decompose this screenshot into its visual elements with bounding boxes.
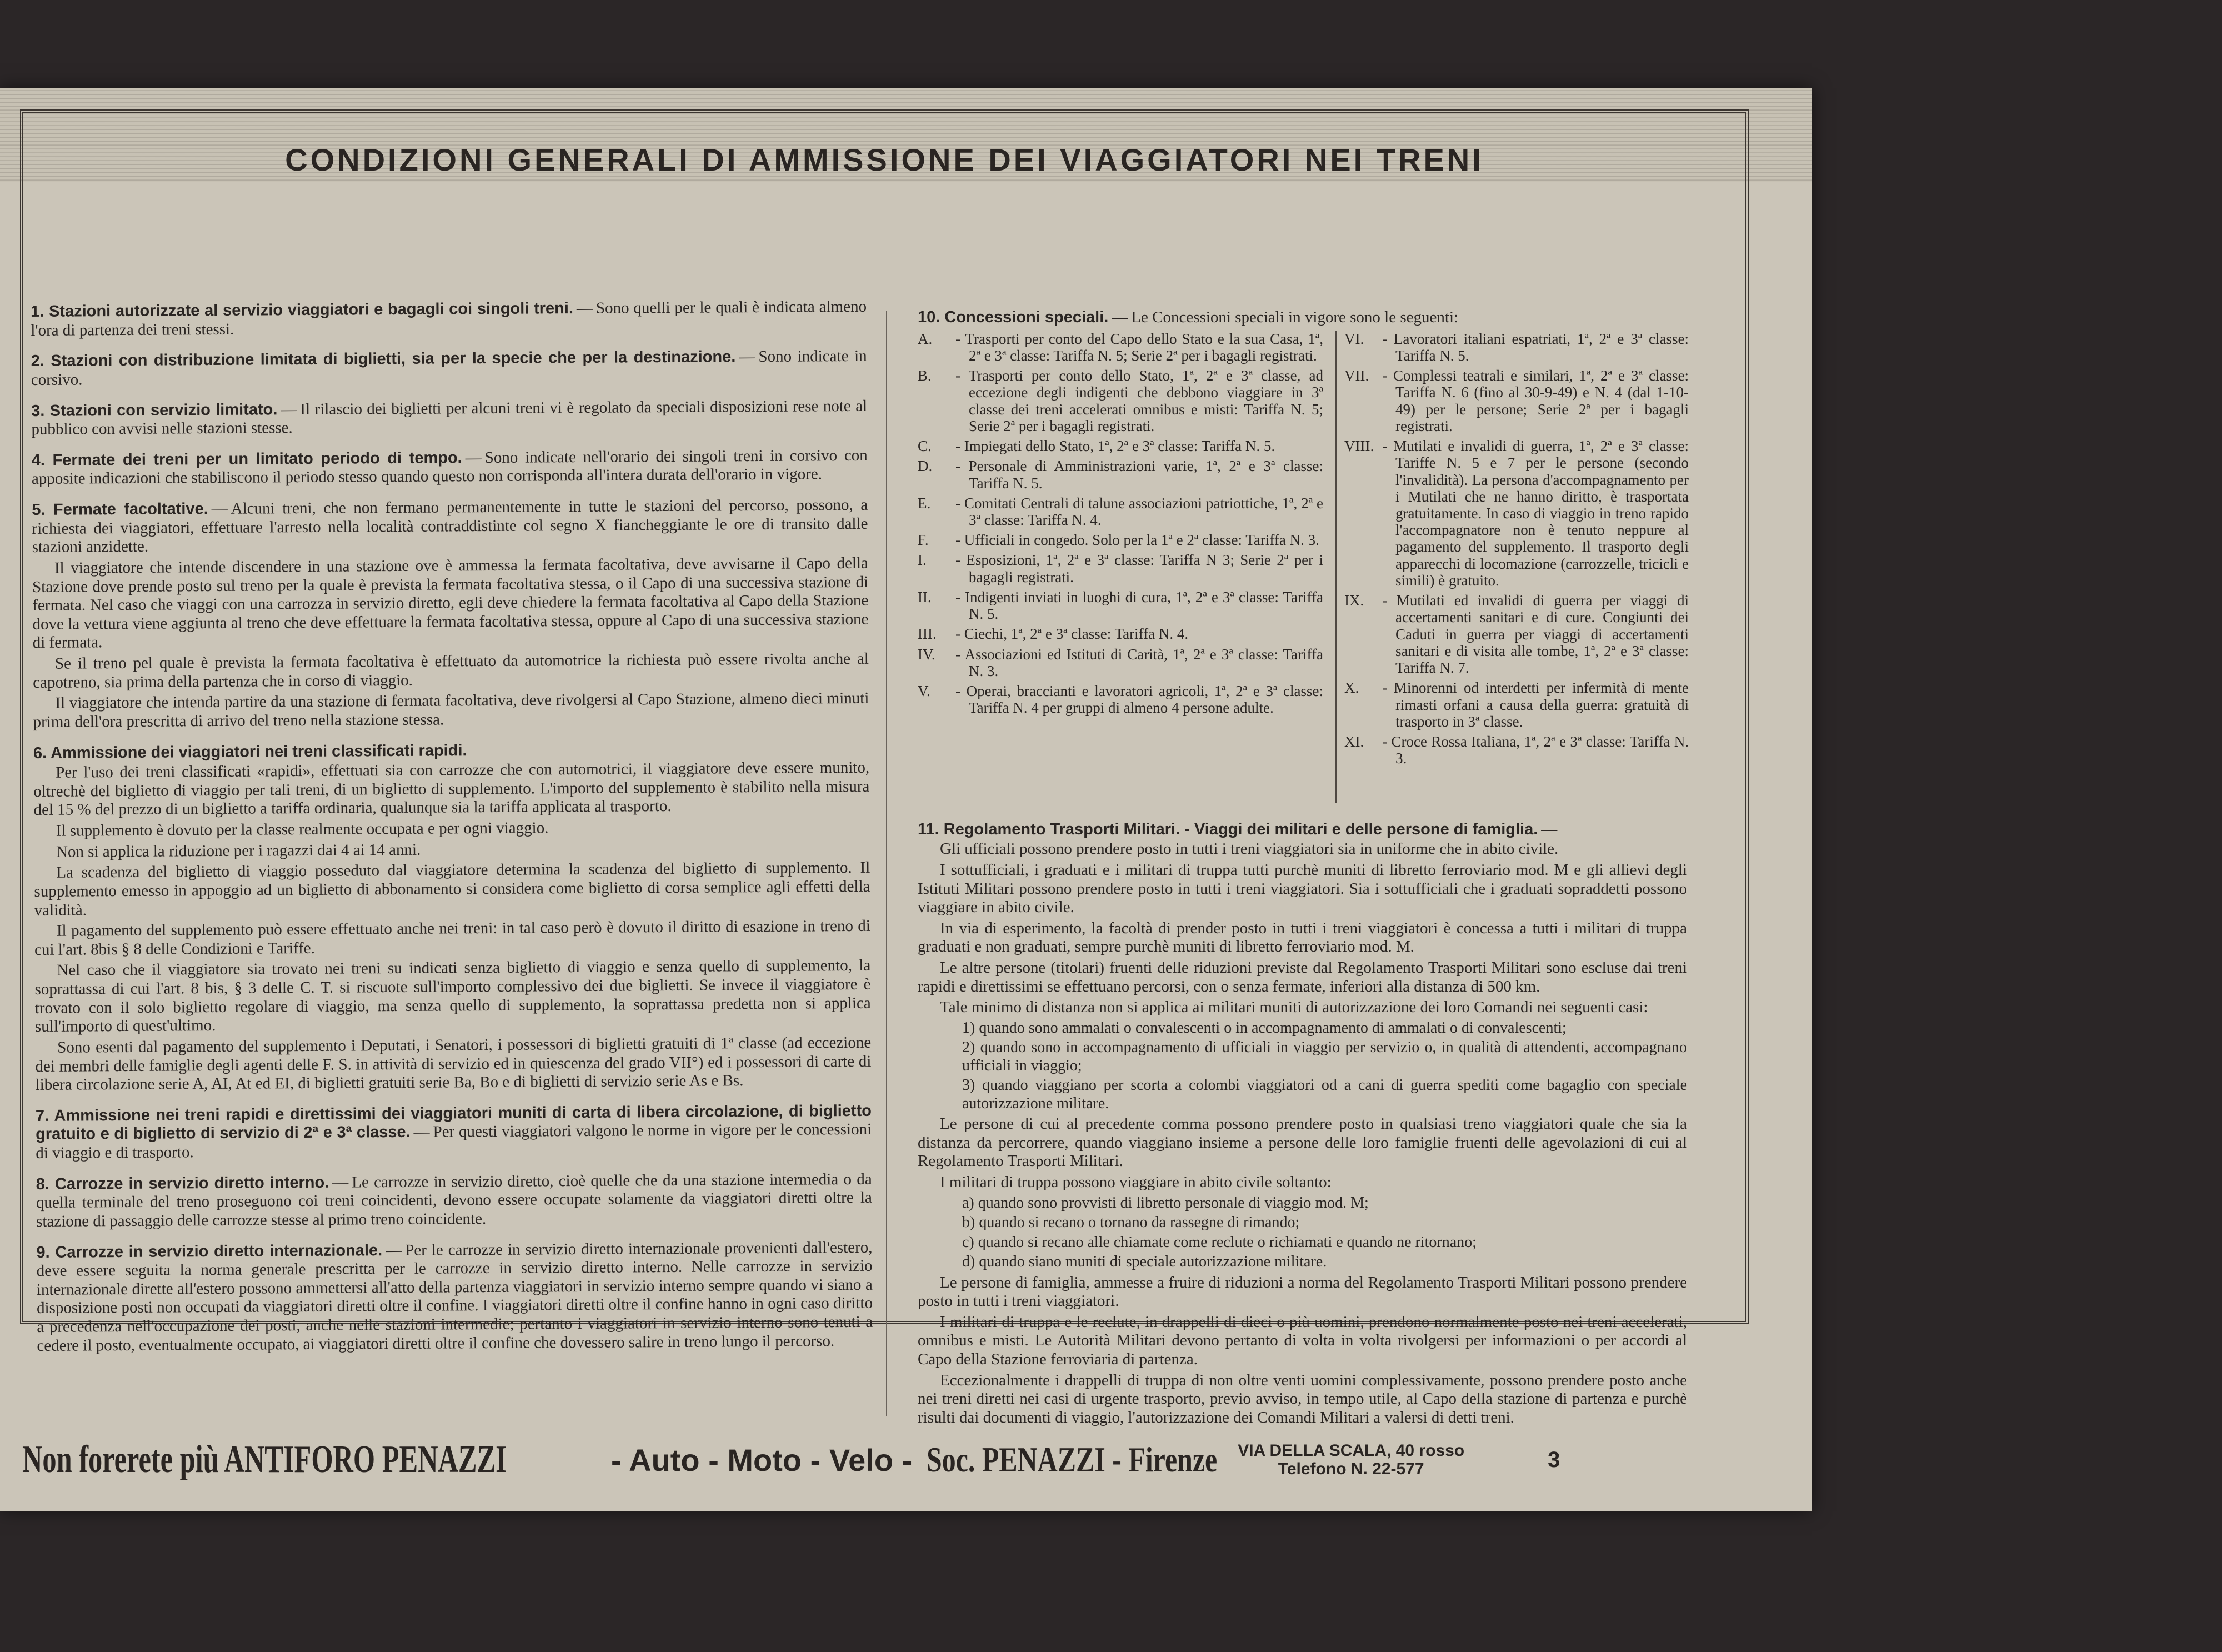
column-divider xyxy=(886,311,887,1416)
paragraph: Nel caso che il viaggiatore sia trovato nei treni su indicati senza biglietto di viaggio e senza quello di supplemento, la soprattassa di cui l'art. 8 bis, § 3 delle C. T. si riscuote sull'importo complessivo dei due biglietti. Se invece il viaggiatore è trovato con il solo biglietto regolare di viaggio, ma senza quello di supplemento, la soprattassa predetta non si applica sull'importo di quest'ultimo. xyxy=(34,957,871,1036)
concession-number: IX. xyxy=(1344,592,1364,609)
page-title: CONDIZIONI GENERALI DI AMMISSIONE DEI VIAGGIATORI NEI TRENI xyxy=(285,142,1484,177)
section-body: Le Concessioni speciali in vigore sono le seguenti: xyxy=(1131,308,1459,326)
concession-item xyxy=(918,552,1323,585)
concession-number: III. xyxy=(918,625,937,643)
case-item: b) quando si recano o tornano da rassegne di rimando; xyxy=(962,1214,1300,1232)
section-10: 10. Concessioni speciali. — Le Concessioni speciali in vigore sono le seguenti: A. - Trasporti per conto del Capo dello Stato e la sua Casa, 1ª, 2ª e 3ª classe: Tariffa N. 5; Serie 2ª per i bagagli registrati. B. - Trasporti per conto dello Stato, 1ª, 2ª e 3ª classe, ad eccezione degli indigenti che debbono viaggiare in 3ª classe dei treni accelerati omnibus e misti: Tariffa N. 5; Serie 2ª per i bagagli registrati. C. - Impiegati dello Stato, 1ª, 2ª e 3ª classe: Tariffa N. 5. D. - Personale di Amministrazioni varie, 1ª, 2ª e 3ª classe: Tariffa N. 5. E. - Comitati Centrali di talune associazioni patriottiche, 1ª, 2ª e 3ª classe: Tariffa N. 4. F. - Ufficiali in congedo. Solo per la 1ª e 2ª classe: Tariffa N. 3. I. - Esposizioni, 1ª, 2ª e 3ª classe: Tariffa N 3; Serie 2ª per i bagagli registrati. II. - Indigenti inviati in luoghi di cura, 1ª, 2ª e 3ª classe: Tariffa N. 5. III. - Ciechi, 1ª, 2ª e 3ª classe: Tariffa N. 4. IV. - Associazioni ed Istituti di Carità, 1ª, 2ª e 3ª classe: Tariffa N. 3. V. - Operai, braccianti e lavoratori agricoli, 1ª, 2ª e 3ª classe: Tariffa N. 4 per gruppi di almeno 4 persone adulte. VI. - Lavoratori italiani espatriati, 1ª, 2ª e 3ª classe: Tariffa N. 5. VII. - Complessi teatrali e similari, 1ª, 2ª e 3ª classe: Tariffa N. 6 (fino al 30-9-49) e N. 4 (dal 1-10-49) per le persone; Serie 2ª per i bagagli registrati. VIII. - Mutilati e invalidi di guerra, 1ª, 2ª e 3ª classe: Tariffe N. 5 e 7 per le persone (secondo l'invalidità). La persona d'accompagnamento per i Mutilati che ne hanno diritto, è trasportata gratuitamente. In caso di viaggio in treno rapido l'accompagnatore non è tenuto neppure al pagamento del supplemento. Il trasporto degli apparecchi di locomazione (carrozzelle, tricicli e simili) è gratuito. IX. - Mutilati ed invalidi di guerra per viaggi di accertamenti sanitari e di cure. Congiunti dei Caduti in guerra per viaggi di accertamenti sanitari e di visita alle tombe, 1ª, 2ª e 3ª classe: Tariffa N. 7. X. - Minorenni od interdetti per infermità di mente rimasti orfani a causa della guerra: gratuità di trasporto in 3ª classe. XI. - Croce Rossa Italiana, 1ª, 2ª e 3ª classe: Tariffa N. 3. xyxy=(918,308,1687,808)
paragraph: Il supplemento è dovuto per la classe realmente occupata e per ogni viaggio. xyxy=(56,819,549,840)
section-6 xyxy=(33,739,872,1094)
concession-text: - Ciechi, 1ª, 2ª e 3ª classe: Tariffa N. 4. xyxy=(955,625,1189,643)
case-item: 3) quando viaggiano per scorta a colombi viaggiatori od a cani di guerra spediti come bagaglio con speciale autorizzazione militare. xyxy=(962,1077,1687,1112)
concessions-list xyxy=(918,331,1687,808)
section-9: 9. Carrozze in servizio diretto internazionale. — Per le carrozze in servizio diretto internazionale provenienti dall'estero, deve essere seguita la norma generale prescritta per le carrozze in servizio diretto interno. Nelle carrozze in servizio internazionale dirette all'estero possono ammettersi all'atto della partenza viaggiatori in servizio interno sempre quando vi siano a disposizione posti non occupati da viaggiatori diretti oltre il confine. I viaggiatori diretti oltre il confine hanno in ogni caso diritto a precedenza nell'occupazione dei posti, anche nelle stazioni intermedie; pertanto i viaggiatori in servizio interno sono tenuti a cedere il posto, eventualmente occupato, ai viaggiatori diretti oltre il confine che dovessero salire in treno lungo il percorso. xyxy=(36,1238,873,1355)
section-body: Sono quelli per le quali è indicata almeno l'ora di partenza dei treni stessi. xyxy=(31,297,867,339)
paragraph: Eccezionalmente i drappelli di truppa di non oltre venti uomini complessivamente, possono prendere posto anche nei treni diretti nei casi di urgente trasporto, previo avviso, in tempo utile, al Capo della stazione di partenza e purchè risulti dai documenti di viaggio, l'autorizzazione dei Comandi Militari a valersi di detti treni. xyxy=(918,1371,1687,1426)
cases-list-lettered xyxy=(962,1194,1687,1271)
concession-item xyxy=(918,331,1323,364)
section-2: 2. Stazioni con distribuzione limitata di biglietti, sia per la specie che per la destinazione. — Sono indicate in corsivo. xyxy=(31,347,867,389)
concession-number: B. xyxy=(918,367,932,384)
concession-item xyxy=(1344,367,1689,434)
paragraph: Il viaggiatore che intenda partire da una stazione di fermata facoltativa, deve rivolgersi al Capo Stazione, almeno dieci minuti prima dell'ora prescritta di arrivo del treno nella stazione stessa. xyxy=(33,689,869,731)
concession-item xyxy=(1344,679,1689,730)
concessions-divider xyxy=(1335,331,1337,803)
concession-text: - Minorenni od interdetti per infermità di mente rimasti orfani a causa della guerra: gratuità di trasporto in 3ª classe. xyxy=(1382,679,1689,730)
section-heading: 11. Regolamento Trasporti Militari. - Viaggi dei militari e delle persone di famiglia. xyxy=(918,820,1538,838)
case-item: a) quando sono provvisti di libretto personale di viaggio mod. M; xyxy=(962,1194,1369,1212)
concession-text: - Associazioni ed Istituti di Carità, 1ª, 2ª e 3ª classe: Tariffa N. 3. xyxy=(955,645,1323,679)
concession-text: - Esposizioni, 1ª, 2ª e 3ª classe: Tariffa N 3; Serie 2ª per i bagagli registrati. xyxy=(955,552,1323,585)
concession-text: - Mutilati e invalidi di guerra, 1ª, 2ª e 3ª classe: Tariffe N. 5 e 7 per le persone (secondo l'invalidità). La persona d'accompagnamento per i Mutilati che ne hanno diritto, è trasportata gratuitamente. In caso di viaggio in treno rapido l'accompagnatore non è tenuto neppure al pagamento del supplemento. Il trasporto degli apparecchi di locomazione (carrozzelle, tricicli e simili) è gratuito. xyxy=(1382,438,1689,589)
section-7: 7. Ammissione nei treni rapidi e direttissimi dei viaggiatori muniti di carta di libera circolazione, di biglietto gratuito e di biglietto di servizio di 2ª e 3ª classe. — Per questi viaggiatori valgono le norme in vigore per le concessioni di viaggio e di trasporto. xyxy=(35,1102,872,1162)
section-heading: 5. Fermate facoltative. xyxy=(32,500,208,519)
advertisement-footer xyxy=(22,1438,1755,1482)
concession-number: II. xyxy=(918,588,932,605)
concession-item xyxy=(918,683,1323,716)
section-body: Per le carrozze in servizio diretto internazionale provenienti dall'estero, deve essere seguita la norma generale prescritta per le carrozze in servizio diretto interno. Nelle carrozze in servizio internazionale dirette all'estero possono ammettersi all'atto della partenza viaggiatori in servizio interno sempre quando vi siano a disposizione posti non occupati da viaggiatori diretti oltre il confine. I viaggiatori diretti oltre il confine hanno in ogni caso diritto a precedenza nell'occupazione dei posti, anche nelle stazioni intermedie; pertanto i viaggiatori in servizio interno sono tenuti a cedere il posto, eventualmente occupato, ai viaggiatori diretti oltre il confine che dovessero salire in treno lungo il percorso. xyxy=(36,1238,873,1355)
concession-number: V. xyxy=(918,683,930,700)
section-8: 8. Carrozze in servizio diretto interno. — Le carrozze in servizio diretto, cioè quelle che da una stazione intermedia o da quella terminale del treno proseguono coi treni coincidenti, devono essere occupate solamente da viaggiatori diretti oltre la stazione di passaggio delle carrozze stesse al primo treno coincidente. xyxy=(36,1170,872,1230)
concession-text: - Mutilati ed invalidi di guerra per viaggi di accertamenti sanitari e di cure. Congiunti dei Caduti in guerra per viaggi di accertamenti sanitari e di visita alle tombe, 1ª, 2ª e 3ª classe: Tariffa N. 7. xyxy=(1382,592,1689,677)
section-body: Sono indicate nell'orario dei singoli treni in corsivo con apposite indicazioni che stabiliscono il periodo stesso quando questo non corrisponda all'intera durata dell'orario in vigore. xyxy=(31,446,868,488)
paragraph: La scadenza del biglietto di viaggio posseduto dal viaggiatore determina la scadenza del biglietto di supplemento. Il supplemento emesso in appoggio ad un biglietto di abbonamento si considera come biglietto di corsa semplice agli effetti della validità. xyxy=(34,859,870,919)
section-heading: 3. Stazioni con servizio limitato. xyxy=(31,400,278,420)
section-body: Alcuni treni, che non fermano permanentemente in tutte le stazioni del percorso, possono, a richiesta dei viaggiatori, effettuare l'arresto nella località contraddistinte col segno X fiancheggiante le ore di transito dalle stazioni anzidette. xyxy=(32,495,868,557)
ad-address: VIA DELLA SCALA, 40 rosso xyxy=(1238,1441,1465,1460)
left-column xyxy=(31,298,873,1368)
concession-text: - Comitati Centrali di talune associazioni patriottiche, 1ª, 2ª e 3ª classe: Tariffa N. 4. xyxy=(955,494,1323,528)
section-heading: 7. Ammissione nei treni rapidi e direttissimi dei viaggiatori muniti di carta di libera circolazione, di biglietto gratuito e di biglietto di servizio di 2ª e 3ª classe. xyxy=(35,1102,872,1144)
concession-number: VIII. xyxy=(1344,438,1374,455)
ad-slogan: Non forerete più ANTIFORO PENAZZI xyxy=(22,1438,507,1481)
paragraph: Tale minimo di distanza non si applica ai militari muniti di autorizzazione dei loro Comandi nei seguenti casi: xyxy=(940,998,1648,1017)
concession-number: XI. xyxy=(1344,733,1364,750)
case-item: d) quando siano muniti di speciale autorizzazione militare. xyxy=(962,1253,1327,1271)
paragraph: Per l'uso dei treni classificati «rapidi», effettuati sia con carrozze che con automotrici, il viaggiatore deve essere munito, oltrechè del biglietto di viaggio per tali treni, di un biglietto di supplemento. L'importo del supplemento è stabilito nella misura del 15 % del prezzo di un biglietto a tariffa ordinaria, qualunque sia la tariffa applicata al trasporto. xyxy=(33,758,870,819)
concessions-column-b xyxy=(1344,331,1689,770)
concession-text: - Trasporti per conto dello Stato, 1ª, 2ª e 3ª classe, ad eccezione degli indigenti che debbono viaggiare in 3ª classe dei treni accelerati omnibus e misti: Tariffa N. 5; Serie 2ª per i bagagli registrati. xyxy=(955,367,1323,434)
paragraph: Il viaggiatore che intende discendere in una stazione ove è ammessa la fermata facoltativa, deve avvisarne il Capo della Stazione dove prende posto sul treno per la quale è prevista la fermata facoltativa stessa, o il Capo di una successiva stazione di fermata. Nel caso che viaggi con una carrozza in servizio diretto, egli deve chiedere la fermata facoltativa al Capo della Stazione dove la vettura viene aggiunta al treno che deve effettuare la fermata facoltativa stessa, oppure al Capo di una successiva stazione di fermata. xyxy=(32,554,869,652)
concession-item xyxy=(918,495,1323,528)
section-heading: 9. Carrozze in servizio diretto internazionale. xyxy=(36,1241,383,1261)
concession-text: - Lavoratori italiani espatriati, 1ª, 2ª e 3ª classe: Tariffa N. 5. xyxy=(1382,330,1689,364)
section-1: 1. Stazioni autorizzate al servizio viaggiatori e bagagli coi singoli treni. — Sono quelli per le quali è indicata almeno l'ora di partenza dei treni stessi. xyxy=(31,297,867,339)
case-item: 1) quando sono ammalati o convalescenti o in accompagnamento di ammalati o di convalescenti; xyxy=(962,1019,1567,1037)
ad-products: - Auto - Moto - Velo - xyxy=(611,1442,913,1478)
concession-item xyxy=(918,458,1323,491)
concession-number: I. xyxy=(918,552,927,569)
concession-text: - Trasporti per conto del Capo dello Stato e la sua Casa, 1ª, 2ª e 3ª classe: Tariffa N. 5; Serie 2ª per i bagagli registrati. xyxy=(955,330,1323,364)
paragraph: Sono esenti dal pagamento del supplemento i Deputati, i Senatori, i possessori di biglietti gratuiti di 1ª classe (ad eccezione dei membri delle famiglie degli agenti delle F. S. in attività di servizio ed in quiescenza del grado VII°) ed i possessori di carte di libera circolazione serie A, AI, At ed EI, di biglietti gratuiti serie Ba, Bo e di biglietti di servizio serie As e Bs. xyxy=(35,1033,872,1094)
concession-text: - Operai, braccianti e lavoratori agricoli, 1ª, 2ª e 3ª classe: Tariffa N. 4 per gruppi di almeno 4 persone adulte. xyxy=(955,683,1323,717)
concession-item xyxy=(918,625,1323,642)
paragraph: In via di esperimento, la facoltà di prender posto in tutti i treni viaggiatori è concessa a tutti i militari di truppa graduati e non graduati, sempre purchè muniti di libretto ferroviario mod. M. xyxy=(918,919,1687,956)
concession-item xyxy=(1344,438,1689,589)
paragraph: Le persone di famiglia, ammesse a fruire di riduzioni a norma del Regolamento Trasporti Militari possono prendere posto in tutti i treni viaggiatori. xyxy=(918,1273,1687,1310)
concession-number: F. xyxy=(918,532,929,549)
right-column xyxy=(918,308,1687,1440)
concession-item xyxy=(918,367,1323,434)
page-number: 3 xyxy=(1548,1447,1560,1472)
concession-number: IV. xyxy=(918,645,935,663)
ad-contact xyxy=(1238,1441,1464,1478)
section-heading: 1. Stazioni autorizzate al servizio viaggiatori e bagagli coi singoli treni. xyxy=(31,299,574,321)
paragraph: I militari di truppa possono viaggiare in abito civile soltanto: xyxy=(940,1173,1332,1192)
concession-text: - Personale di Amministrazioni varie, 1ª, 2ª e 3ª classe: Tariffa N. 5. xyxy=(955,458,1323,492)
cases-list-numbered xyxy=(962,1019,1687,1113)
concession-number: D. xyxy=(918,458,933,475)
ad-company: Soc. PENAZZI - Firenze xyxy=(927,1440,1218,1479)
concession-text: - Croce Rossa Italiana, 1ª, 2ª e 3ª classe: Tariffa N. 3. xyxy=(1382,733,1689,767)
concession-number: A. xyxy=(918,330,933,347)
paragraph: Le altre persone (titolari) fruenti delle riduzioni previste dal Regolamento Trasporti Militari sono escluse dai treni rapidi e direttissimi se effettuano percorsi, con o senza fermate, inferiori alla distanza di 500 km. xyxy=(918,959,1687,995)
concession-number: E. xyxy=(918,494,931,512)
paragraph: I sottufficiali, i graduati e i militari di truppa tutti purchè muniti di libretto ferroviario mod. M e gli allievi degli Istituti Militari possono prendere posto in tutti i treni viaggiatori. Sia i sottufficiali che i graduati sopraddetti possono viaggiare in abito civile. xyxy=(918,860,1687,917)
section-3: 3. Stazioni con servizio limitato. — Il rilascio dei biglietti per alcuni treni vi è regolato da speciali disposizioni rese note al pubblico con avvisi nelle stazioni stesse. xyxy=(31,397,868,439)
paragraph: Le persone di cui al precedente comma possono prendere posto in qualsiasi treno viaggiatori quale che sia la distanza da percorrere, quando viaggiano insieme a persone delle loro famiglie fruenti delle agevolazioni di cui al Regolamento Trasporti Militari. xyxy=(918,1115,1687,1170)
paragraph: Se il treno pel quale è prevista la fermata facoltativa è effettuato da automotrice la richiesta può essere rivolta anche al capotreno, sia prima della partenza che in corso di viaggio. xyxy=(33,649,869,692)
section-body: Le carrozze in servizio diretto, cioè quelle che da una stazione intermedia o da quella terminale del treno proseguono coi treni coincidenti, devono essere occupate solamente da viaggiatori diretti oltre la stazione di passaggio delle carrozze stesse al primo treno coincidente. xyxy=(36,1170,872,1230)
concession-item xyxy=(1344,733,1689,767)
section-heading: 4. Fermate dei treni per un limitato periodo di tempo. xyxy=(31,449,462,469)
concession-item xyxy=(918,589,1323,622)
concession-item xyxy=(918,532,1323,548)
section-heading: 6. Ammissione dei viaggiatori nei treni classificati rapidi. xyxy=(33,741,467,762)
concession-text: - Complessi teatrali e similari, 1ª, 2ª e 3ª classe: Tariffa N. 6 (fino al 30-9-49) e N. 4 (dal 1-10-49) per le persone; Serie 2ª per i bagagli registrati. xyxy=(1382,367,1689,434)
concession-number: X. xyxy=(1344,679,1359,697)
case-item: 2) quando sono in accompagnamento di ufficiali in viaggio per servizio o, in qualità di attendenti, accompagnano ufficiali in viaggio; xyxy=(962,1039,1687,1074)
ad-phone: Telefono N. 22-577 xyxy=(1278,1460,1424,1478)
section-5: 5. Fermate facoltative. — Alcuni treni, che non fermano permanentemente in tutte le stazioni del percorso, possono, a richiesta dei viaggiatori, effettuare l'arresto nella località contraddistinte col segno X fiancheggiante le ore di transito dalle stazioni anzidette. Il viaggiatore che intende discendere in una stazione ove è ammessa la fermata facoltativa, deve avvisarne il Capo della Stazione dove prende posto sul treno per la quale è prevista la fermata facoltativa stessa, o il Capo di una successiva stazione di fermata. Nel caso che viaggi con una carrozza in servizio diretto, egli deve chiedere la fermata facoltativa al Capo della Stazione dove la vettura viene aggiunta al treno che deve effettuare la fermata facoltativa stessa, oppure al Capo di una successiva stazione di fermata. Se il treno pel quale è prevista la fermata facoltativa è effettuato da automotrice la richiesta può essere rivolta anche al capotreno, sia prima della partenza che in corso di viaggio. Il viaggiatore che intenda partire da una stazione di fermata facoltativa, deve rivolgersi al Capo Stazione, almeno dieci minuti prima dell'ora prescritta di arrivo del treno nella stazione stessa. xyxy=(32,495,869,731)
section-heading: 10. Concessioni speciali. xyxy=(918,308,1109,326)
paragraph: Il pagamento del supplemento può essere effettuato anche nei treni: in tal caso però è dovuto il diritto di esazione in treno di cui l'art. 8bis § 8 delle Condizioni e Tariffe. xyxy=(34,917,870,959)
section-heading: 2. Stazioni con distribuzione limitata di biglietti, sia per la specie che per la destinazione. xyxy=(31,348,736,371)
concession-text: - Impiegati dello Stato, 1ª, 2ª e 3ª classe: Tariffa N. 5. xyxy=(955,438,1275,455)
concession-text: - Indigenti inviati in luoghi di cura, 1ª, 2ª e 3ª classe: Tariffa N. 5. xyxy=(955,588,1323,623)
section-4: 4. Fermate dei treni per un limitato periodo di tempo. — Sono indicate nell'orario dei singoli treni in corsivo con apposite indicazioni che stabiliscono il periodo stesso quando questo non corrisponda all'intera durata dell'orario in vigore. xyxy=(31,446,868,488)
concession-item xyxy=(918,646,1323,679)
section-body: Per questi viaggiatori valgono le norme in vigore per le concessioni di viaggio e di trasporto. xyxy=(36,1120,872,1162)
concession-item xyxy=(918,438,1323,454)
concessions-column-a xyxy=(918,331,1323,720)
section-heading: 8. Carrozze in servizio diretto interno. xyxy=(36,1173,329,1193)
concession-number: C. xyxy=(918,438,932,455)
concession-item xyxy=(1344,592,1689,676)
paragraph: I militari di truppa e le reclute, in drappelli di dieci o più uomini, prendono normalmente posto nei treni accelerati, omnibus e misti. Le Autorità Militari devono pertanto di volta in volta rivolgersi per informazioni o per accordi al Capo della Stazione ferroviaria di partenza. xyxy=(918,1313,1687,1369)
paragraph: Gli ufficiali possono prendere posto in tutti i treni viaggiatori sia in uniforme che in abito civile. xyxy=(940,840,1559,858)
section-11: 11. Regolamento Trasporti Militari. - Viaggi dei militari e delle persone di famiglia. — Gli ufficiali possono prendere posto in tutti i treni viaggiatori sia in uniforme che in abito civile. I sottufficiali, i graduati e i militari di truppa tutti purchè muniti di libretto ferroviario mod. M e gli allievi degli Istituti Militari possono prendere posto in tutti i treni viaggiatori. Sia i sottufficiali che i graduati sopraddetti possono viaggiare in abito civile. In via di esperimento, la facoltà di prender posto in tutti i treni viaggiatori è concessa a tutti i militari di truppa graduati e non graduati, sempre purchè muniti di libretto ferroviario mod. M. Le altre persone (titolari) fruenti delle riduzioni previste dal Regolamento Trasporti Militari sono escluse dai treni rapidi e direttissimi se effettuano percorsi, con o senza fermate, inferiori alla distanza di 500 km. Tale minimo di distanza non si applica ai militari muniti di autorizzazione dei loro Comandi nei seguenti casi: 1) quando sono ammalati o convalescenti o in accompagnamento di ammalati o di convalescenti; 2) quando sono in accompagnamento di ufficiali in viaggio per servizio o, in qualità di attendenti, accompagnano ufficiali in viaggio; 3) quando viaggiano per scorta a colombi viaggiatori od a cani di guerra spediti come bagaglio con speciale autorizzazione militare. Le persone di cui al precedente comma possono prendere posto in qualsiasi treno viaggiatori quale che sia la distanza da percorrere, quando viaggiano insieme a persone delle loro famiglie fruenti delle agevolazioni di cui al Regolamento Trasporti Militari. I militari di truppa possono viaggiare in abito civile soltanto: a) quando sono provvisti di libretto personale di viaggio mod. M; b) quando si recano o tornano da rassegne di rimando; c) quando si recano alle chiamate come reclute o richiamati e quando ne ritornano; d) quando siano muniti di speciale autorizzazione militare. Le persone di famiglia, ammesse a fruire di riduzioni a norma del Regolamento Trasporti Militari possono prendere posto in tutti i treni viaggiatori. I militari di truppa e le reclute, in drappelli di dieci o più uomini, prendono normalmente posto nei treni accelerati, omnibus e misti. Le Autorità Militari devono pertanto di volta in volta rivolgersi per informazioni o per accordi al Capo della Stazione ferroviaria di partenza. Eccezionalmente i drappelli di truppa di non oltre venti uomini complessivamente, possono prendere posto anche nei treni diretti nei casi di urgente trasporto, previo avviso, in tempo utile, al Capo della stazione di partenza e purchè risulti dai documenti di viaggio, l'autorizzazione dei Comandi Militari a valersi di detti treni. xyxy=(918,820,1687,1426)
section-body: Sono indicate in corsivo. xyxy=(31,347,867,389)
concession-item xyxy=(1344,331,1689,364)
section-body: Il rilascio dei biglietti per alcuni treni vi è regolato da speciali disposizioni rese note al pubblico con avvisi nelle stazioni stesse. xyxy=(31,397,868,439)
concession-number: VII. xyxy=(1344,367,1369,384)
case-item: c) quando si recano alle chiamate come reclute o richiamati e quando ne ritornano; xyxy=(962,1233,1477,1251)
paragraph: Non si applica la riduzione per i ragazzi dai 4 ai 14 anni. xyxy=(56,840,421,861)
concession-text: - Ufficiali in congedo. Solo per la 1ª e 2ª classe: Tariffa N. 3. xyxy=(955,532,1319,549)
concession-number: VI. xyxy=(1344,330,1364,347)
